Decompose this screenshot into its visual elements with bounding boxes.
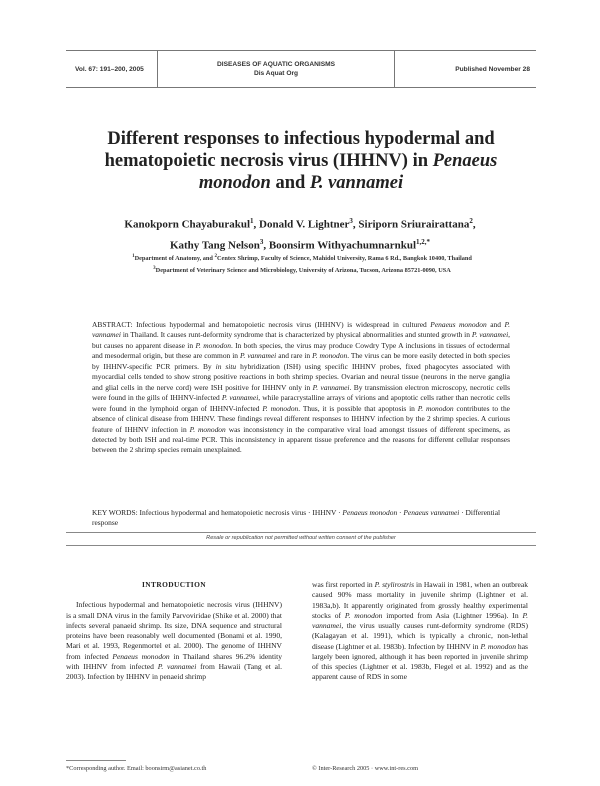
author-list: Kanokporn Chayaburakul$^1$, Donald V. Lightner$^3$, Siriporn Sriurairattana$^2$, Kathy Tang Nelson$^3$, Boonsirm Withyachumnarnkul$^{1,2,*}$ — [124, 217, 476, 252]
journal-abbrev: Dis Aquat Org — [253, 70, 299, 77]
intro-left-column — [66, 580, 282, 682]
journal-title: DISEASES OF AQUATIC ORGANISMS — [217, 61, 335, 68]
intro-heading: INTRODUCTION — [142, 580, 206, 589]
journal-header — [66, 50, 536, 88]
copyright-note: © Inter-Research 2005 · www.int-res.com — [312, 765, 419, 772]
journal-name — [158, 51, 395, 87]
publication-date: Published November 28 — [455, 65, 530, 73]
abstract: ABSTRACT: Infectious hypodermal and hematopoietic necrosis virus (IHHNV) is widespread in cultured Penaeus monodon and P. vannamei in Thailand. It causes runt-deformity syndrome that is characterized by physical abnormalities and stunted growth in P. vannamei, but causes no apparent disease in P. monodon. In both species, the virus may produce Cowdry Type A inclusions in tissues of ectodermal and mesodermal origin, but these are common in P. vannamei and rare in P. monodon. The virus can be more easily detected in both species by IHHNV-specific PCR primers. By in situ hybridization (ISH) using specific IHHNV probes, fixed phagocytes associated with myocardial cells tended to show strong positive reactions in both shrimp species. Ovarian and neural tissue (neurons in the nerve ganglia and glial cells in the nerve cord) were ISH positive for IHHNV only in P. vannamei. By transmission electron microscopy, necrotic cells were found in the gills of IHHNV-infected P. vannamei, while paracrystalline arrays of virions and apoptotic cells rather than necrotic cells were found in the lymphoid organ of IHHNV-infected P. monodon. Thus, it is possible that apoptosis in P. monodon contributes to the absence of clinical disease from IHHNV. These findings reveal different responses to IHHNV infection by the 2 shrimp species. A curious feature of IHHNV infection in P. monodon was inconsistency in the comparative viral load amongst tissues of different specimens, as detected by both ISH and real-time PCR. This inconsistency in apparent tissue preference and the reasons for different cellular responses between the 2 shrimp species remain unexplained. — [92, 320, 511, 455]
footnote-rule — [66, 760, 126, 761]
intro-paragraph: Infectious hypodermal and hematopoietic necrosis virus (IHHNV) is a small DNA virus in the family Parvoviridae (Shike et al. 2000) that infects several panaeid shrimp. Its size, DNA sequence and structural proteins have been reasonably well documented (Bonami et al. 1990, Mari et al. 1993, Regenmortel et al. 2000). The genome of IHHNV from infected Penaeus monodon in Thailand shares 96.2% identity with IHHNV from infected P. vannamei from Hawaii (Tang et al. 2003). Infection by IHHNV in penaeid shrimp — [66, 600, 283, 681]
intro-paragraph-continued: was first reported in P. stylirostris in Hawaii in 1981, when an outbreak caused 90% mass mortality in juvenile shrimp (Lightner et al. 1983a,b). It apparently originated from grossly healthy experimental stocks of P. monodon imported from Asia (Lightner 1996a). In P. vannamei, the virus usually causes runt-deformity syndrome (RDS) (Kalagayan et al. 1991), which is typically a chronic, non-lethal disease (Lightner et al. 1983b). Infection by IHHNV in P. monodon has largely been ignored, although it has been reported in juvenile shrimp of this species (Lightner et al. 1983b, Flegel et al. 1992) and as the apparent cause of RDS in some — [312, 580, 528, 682]
article-title: Different responses to infectious hypodermal and hematopoietic necrosis virus (IHHNV) in Penaeus monodon and P. vannamei — [104, 129, 498, 193]
corresponding-author-note: *Corresponding author. Email: boonsirm@asianet.co.th — [66, 765, 207, 772]
divider-bottom — [66, 545, 536, 546]
corresponding-star: * — [426, 237, 431, 246]
volume-info: Vol. 67: 191–200, 2005 — [66, 51, 158, 87]
affiliations: $^1$Department of Anatomy, and $^2$Centex Shrimp, Faculty of Science, Mahidol University, Rama 6 Rd., Bangkok 10400, Thailand $^3$Department of Veterinary Science and Microbiology, University of Arizona, Tucson, Arizona 85721-0090, USA — [132, 254, 472, 275]
divider-top — [66, 532, 536, 533]
keywords: KEY WORDS: Infectious hypodermal and hematopoietic necrosis virus · IHHNV · Penaeus monodon · Penaeus vannamei · Differential response — [92, 508, 501, 528]
resale-notice: Resale or republication not permitted without written consent of the publisher — [206, 535, 396, 541]
intro-right-column — [312, 580, 528, 683]
